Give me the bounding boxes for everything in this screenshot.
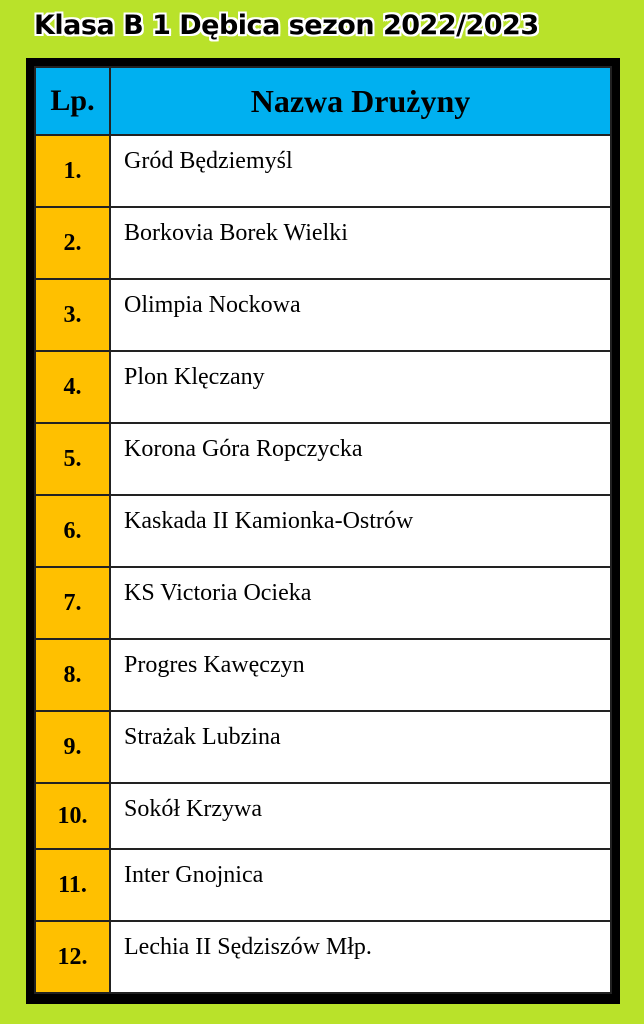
table-header-row: [35, 67, 611, 135]
table-row: [35, 921, 611, 993]
row-number: 7.: [35, 567, 110, 639]
row-number: 3.: [35, 279, 110, 351]
teams-table: [34, 66, 612, 994]
row-number: 4.: [35, 351, 110, 423]
team-name: Olimpia Nockowa: [110, 279, 611, 351]
column-header-team-name: Nazwa Drużyny: [110, 67, 611, 135]
row-number: 12.: [35, 921, 110, 993]
team-name: Progres Kawęczyn: [110, 639, 611, 711]
row-number: 2.: [35, 207, 110, 279]
row-number: 1.: [35, 135, 110, 207]
row-number: 11.: [35, 849, 110, 921]
row-number: 6.: [35, 495, 110, 567]
page-title: Klasa B 1 Dębica sezon 2022/2023: [34, 10, 539, 41]
team-name: Lechia II Sędziszów Młp.: [110, 921, 611, 993]
column-header-lp: Lp.: [35, 67, 110, 135]
table-row: [35, 135, 611, 207]
table-row: [35, 351, 611, 423]
table-row: [35, 783, 611, 849]
row-number: 5.: [35, 423, 110, 495]
team-name: Strażak Lubzina: [110, 711, 611, 783]
team-name: Sokół Krzywa: [110, 783, 611, 849]
table-row: [35, 423, 611, 495]
table-row: [35, 207, 611, 279]
table-row: [35, 849, 611, 921]
team-name: Inter Gnojnica: [110, 849, 611, 921]
table-row: [35, 639, 611, 711]
row-number: 8.: [35, 639, 110, 711]
table-row: [35, 711, 611, 783]
table-row: [35, 495, 611, 567]
team-name: Borkovia Borek Wielki: [110, 207, 611, 279]
team-name: KS Victoria Ocieka: [110, 567, 611, 639]
team-name: Kaskada II Kamionka-Ostrów: [110, 495, 611, 567]
team-name: Plon Klęczany: [110, 351, 611, 423]
team-name: Gród Będziemyśl: [110, 135, 611, 207]
row-number: 9.: [35, 711, 110, 783]
table-row: [35, 279, 611, 351]
team-name: Korona Góra Ropczycka: [110, 423, 611, 495]
row-number: 10.: [35, 783, 110, 849]
table-row: [35, 567, 611, 639]
